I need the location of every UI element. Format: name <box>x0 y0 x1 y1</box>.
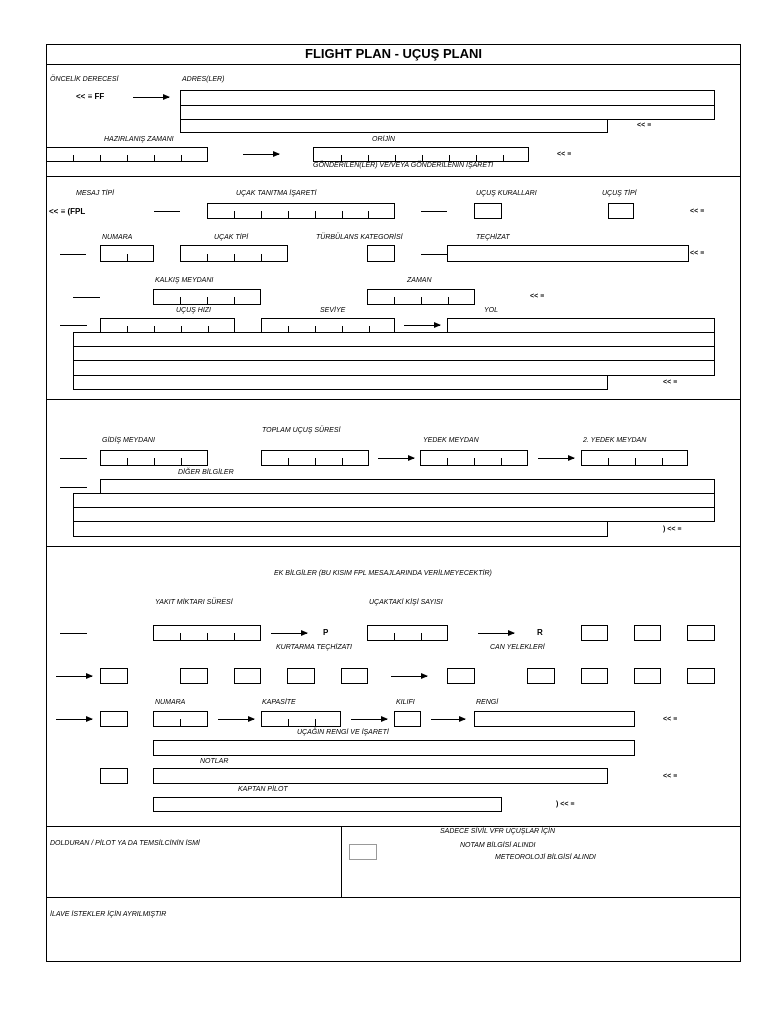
wake-field[interactable] <box>367 245 395 262</box>
arrow-icon <box>538 458 574 459</box>
sender-label: GÖNDERİLEN(LER) VE/VEYA GÖNDERİLENİN İŞARETİ <box>313 162 494 169</box>
dash <box>421 254 447 255</box>
flight-type-label: UÇUŞ TİPİ <box>602 190 637 197</box>
dash <box>60 325 87 326</box>
endurance-field[interactable] <box>153 625 261 641</box>
divider <box>46 176 741 177</box>
flight-rules-field[interactable] <box>474 203 502 219</box>
divider <box>46 399 741 400</box>
dep-field[interactable] <box>153 289 261 305</box>
dash <box>154 211 180 212</box>
dash <box>421 211 447 212</box>
origin-field[interactable] <box>313 147 529 162</box>
end-marker: ) << ≡ <box>556 801 575 808</box>
end-marker: << ≡ <box>663 773 678 780</box>
msg-type-label: MESAJ TİPİ <box>76 190 115 197</box>
survival-d-box[interactable] <box>234 668 261 684</box>
dash <box>60 254 86 255</box>
arrow-icon <box>271 633 307 634</box>
persons-field[interactable] <box>367 625 448 641</box>
route-field-3[interactable] <box>73 346 715 361</box>
arrow-icon <box>56 719 92 720</box>
other-field-1[interactable] <box>100 479 715 494</box>
jackets-u-box[interactable] <box>634 668 661 684</box>
dash <box>73 297 100 298</box>
divider <box>46 64 741 65</box>
survival-j-box[interactable] <box>341 668 368 684</box>
pic-field[interactable] <box>153 797 502 812</box>
end-marker: << ≡ <box>557 151 572 158</box>
supplementary-label: EK BİLGİLER (BU KISIM FPL MESAJLARINDA VERİLMEYECEKTİR) <box>274 570 492 577</box>
flight-type-field[interactable] <box>608 203 634 219</box>
jackets-label: CAN YELEKLERİ <box>490 644 545 651</box>
eet-label: TOPLAM UÇUŞ SÜRESİ <box>262 427 341 434</box>
arrow-icon <box>351 719 387 720</box>
address-field-2[interactable] <box>180 105 715 120</box>
colour-field[interactable] <box>474 711 635 727</box>
endurance-label: YAKIT MİKTARI SÜRESİ <box>155 599 233 606</box>
p-marker: P <box>323 628 329 637</box>
route-field-1[interactable] <box>447 318 715 333</box>
arrow-icon <box>478 633 514 634</box>
jackets-v-box[interactable] <box>687 668 715 684</box>
address-field-3[interactable] <box>180 119 608 133</box>
arrow-icon <box>243 154 279 155</box>
filing-time-field[interactable] <box>46 147 208 162</box>
route-field-2[interactable] <box>73 332 715 347</box>
divider <box>46 826 741 827</box>
arrow-icon <box>404 325 440 326</box>
end-marker: << ≡ <box>690 208 705 215</box>
arrow-icon <box>378 458 414 459</box>
other-field-3[interactable] <box>73 507 715 522</box>
speed-field[interactable] <box>100 318 235 333</box>
speed-label: UÇUŞ HIZI <box>176 307 211 314</box>
alt2-field[interactable] <box>581 450 688 466</box>
alt-label: YEDEK MEYDAN <box>423 437 479 444</box>
alt2-label: 2. YEDEK MEYDAN <box>583 437 647 444</box>
dinghy-number-label: NUMARA <box>155 699 186 706</box>
arrow-icon <box>391 676 427 677</box>
remarks-field[interactable] <box>153 768 608 784</box>
level-field[interactable] <box>261 318 395 333</box>
dep-label: KALKIŞ MEYDANI <box>155 277 214 284</box>
wake-label: TÜRBÜLANS KATEGORİSİ <box>316 234 403 241</box>
survival-m-box[interactable] <box>287 668 315 684</box>
cover-label: KILIFI <box>396 699 415 706</box>
vfr-label: SADECE SİVİL VFR UÇUŞLAR İÇİN <box>440 828 556 835</box>
divider <box>341 826 342 897</box>
route-label: YOL <box>484 307 499 314</box>
remarks-box[interactable] <box>100 768 128 784</box>
aircraft-colour-field[interactable] <box>153 740 635 756</box>
notam-label: NOTAM BİLGİSİ ALINDI <box>460 842 536 849</box>
other-field-2[interactable] <box>73 493 715 508</box>
arrow-icon <box>133 97 169 98</box>
rescue-label: KURTARMA TEÇHİZATI <box>276 644 352 651</box>
number-label: NUMARA <box>102 234 133 241</box>
origin-label: ORİJİN <box>372 136 395 143</box>
radio-u-box[interactable] <box>581 625 608 641</box>
end-marker: ) << ≡ <box>663 526 682 533</box>
address-label: ADRES(LER) <box>182 76 225 83</box>
jackets-l-box[interactable] <box>527 668 555 684</box>
capacity-field[interactable] <box>261 711 341 727</box>
time-label: ZAMAN <box>407 277 432 284</box>
remarks-label: NOTLAR <box>200 758 229 765</box>
ff-marker: << ≡ FF <box>76 92 105 101</box>
end-marker: << ≡ <box>663 379 678 386</box>
radio-v-box[interactable] <box>634 625 661 641</box>
route-field-5[interactable] <box>73 375 608 390</box>
end-marker: << ≡ <box>663 716 678 723</box>
arrow-icon <box>56 676 92 677</box>
cover-box[interactable] <box>394 711 421 727</box>
survival-box[interactable] <box>100 668 128 684</box>
arrow-icon <box>431 719 465 720</box>
survival-p-box[interactable] <box>180 668 208 684</box>
page-title: FLIGHT PLAN - UÇUŞ PLANI <box>305 46 482 61</box>
vfr-checkbox[interactable] <box>349 844 377 860</box>
dash <box>60 458 87 459</box>
divider <box>46 897 741 898</box>
capacity-label: KAPASİTE <box>262 699 296 706</box>
reserved-label: İLAVE İSTEKLER İÇİN AYRILMIŞTIR <box>50 911 167 918</box>
aircraft-colour-label: UÇAĞIN RENGİ VE İŞARETİ <box>297 729 389 736</box>
radio-e-box[interactable] <box>687 625 715 641</box>
arrow-icon <box>218 719 254 720</box>
dinghy-number-field[interactable] <box>153 711 208 727</box>
aircraft-id-field[interactable] <box>207 203 395 219</box>
alt-field[interactable] <box>420 450 528 466</box>
filing-time-label: HAZIRLANIŞ ZAMANI <box>104 136 174 143</box>
address-field-1[interactable] <box>180 90 715 106</box>
eet-field[interactable] <box>261 450 369 466</box>
end-marker: << ≡ <box>637 122 652 129</box>
end-marker: << ≡ <box>530 293 545 300</box>
dest-label: GİDİŞ MEYDANI <box>102 437 155 444</box>
other-label: DİĞER BİLGİLER <box>178 469 234 476</box>
r-marker: R <box>537 628 543 637</box>
level-label: SEVİYE <box>320 307 346 314</box>
time-field[interactable] <box>367 289 475 305</box>
jackets-box[interactable] <box>447 668 475 684</box>
other-field-4[interactable] <box>73 521 608 537</box>
dash <box>60 487 87 488</box>
fpl-marker: << ≡ (FPL <box>49 207 86 216</box>
divider <box>46 546 741 547</box>
filed-by-label: DOLDURAN / PİLOT YA DA TEMSİLCİNİN İSMİ <box>50 840 200 847</box>
aircraft-type-label: UÇAK TİPİ <box>214 234 249 241</box>
jackets-f-box[interactable] <box>581 668 608 684</box>
aircraft-id-label: UÇAK TANITMA İŞARETİ <box>236 190 317 197</box>
colour-label: RENGİ <box>476 699 499 706</box>
route-field-4[interactable] <box>73 360 715 376</box>
met-label: METEOROLOJİ BİLGİSİ ALINDI <box>495 854 596 861</box>
number-field[interactable] <box>100 245 154 262</box>
persons-label: UÇAKTAKİ KİŞİ SAYISI <box>369 599 443 606</box>
equipment-field[interactable] <box>447 245 689 262</box>
aircraft-type-field[interactable] <box>180 245 288 262</box>
pic-label: KAPTAN PİLOT <box>238 786 288 793</box>
dash <box>60 633 87 634</box>
priority-label: ÖNCELİK DERECESİ <box>50 76 119 83</box>
flight-rules-label: UÇUŞ KURALLARI <box>476 190 537 197</box>
dest-field[interactable] <box>100 450 208 466</box>
dinghies-box[interactable] <box>100 711 128 727</box>
end-marker: << ≡ <box>690 250 705 257</box>
equipment-label: TEÇHİZAT <box>476 234 510 241</box>
